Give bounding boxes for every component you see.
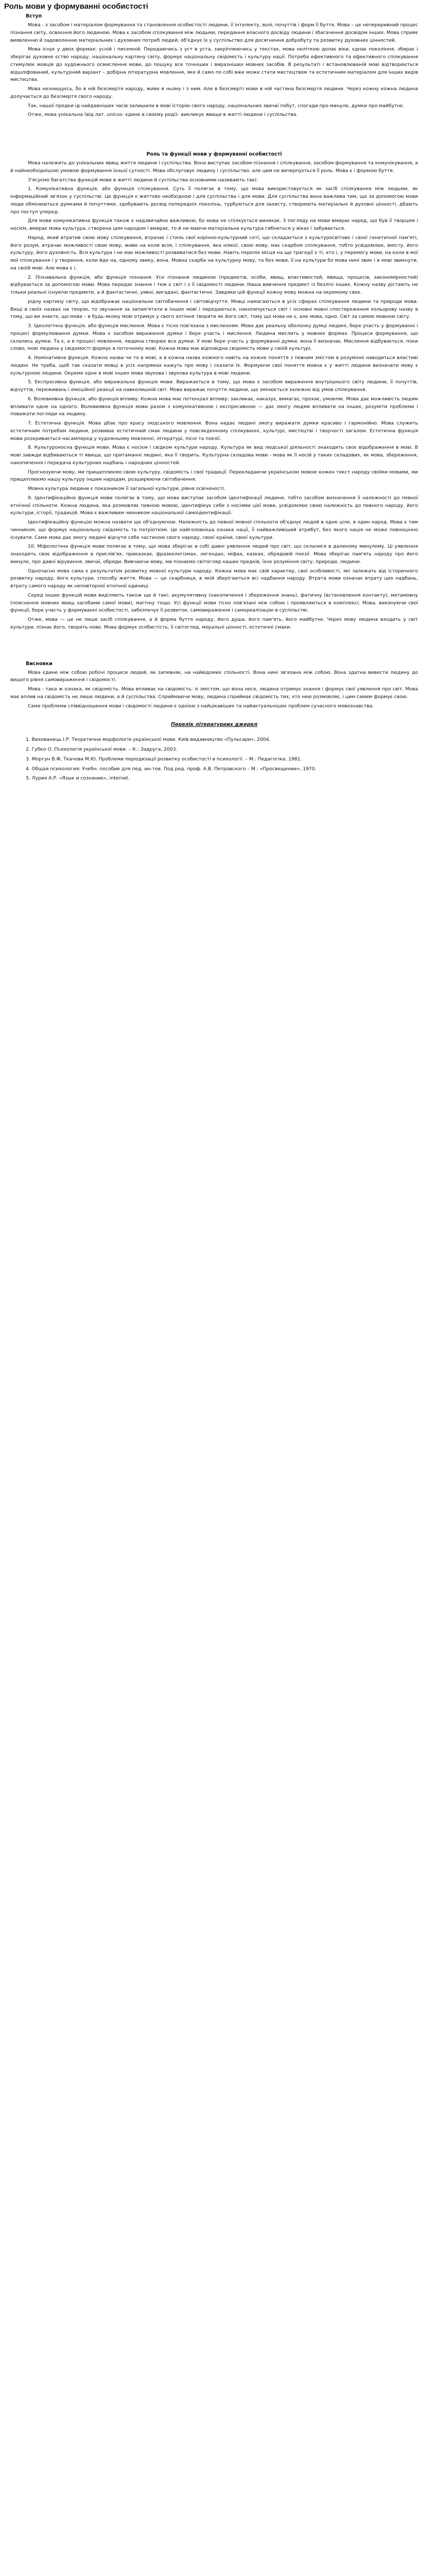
section-paragraph: 7. Естетична функція. Мова дбає про красу людського мовлення. Вона надає людині змогу виражати думки красиво і гармонійно. Мова служить естетичним потребам людини, розвиває естетичний смак людини у повсякденному спілкуванні, культурі, мистецтві і творчості загалом. Естетична функція мови розкривається насамперед у художньому мовленні, літературі, пісні та поезії. bbox=[10, 420, 418, 442]
document-title: Роль мови у формуванні особистості bbox=[4, 2, 148, 11]
section-paragraph: Мова належить до унікальних явищ життя людини і суспільства. Вона виступає засобом пізнання і спілкування, засобом формування та комунікування, а й найнеобхіднішою умовою формування їхньої сутності. Мова обслуговує людину і суспільство, але цим не вичерпується її роль. Мова є і формою буття. bbox=[10, 160, 418, 174]
section-paragraph: Отже, мова — це не лише засіб спілкування, а й форма буття народу, його душа, його пам'ять, його майбутнє. Через мову людина входить у світ культури, пізнає його, творить нове. Мова формує особистість, її світогляд, моральні цінності, естетичні смаки. bbox=[10, 617, 418, 630]
intro-paragraph: Так, нашої предки ід найдавніших часів залишили в мові історію свого народу, національних звичаї побут, спогади про минуле, думки про майбутнє. bbox=[28, 103, 405, 109]
section-paragraph: 6. Волевиявна функція, або функція впливу. Кожна мова має потенціал впливу: закликає, наказує, вимагає, прохає, умовляє. Мова дає можливість людям впливати одне на одного. Волевиявна функція мови разом з комунікативною і експресивною — дає змогу людям впливати на інших, розуміти проблеми і поважати погляди на людину. bbox=[10, 396, 418, 417]
conclusions-heading: Висновки bbox=[26, 660, 53, 667]
spacer bbox=[10, 711, 418, 722]
intro-paragraph: Мова незнищуєсь, бо в ній безсмертя народу, живе в ньому і з ним. Але в безсмерті мови в ній частина безсмертя людини. Через кожну кожна людина долучається до безсмертя свого народу. bbox=[10, 86, 418, 99]
section-paragraph: 3. Ідеологічна функція, або функція мислення. Мова є тісно пов'язана з мисленням. Мова дає реальну оболонку думці людині, бере участь у формуванні і процесі формулювання думки. Мова є засобом вираження думки і бере участь і мислення. Людина мислить у мовних формах. Процеси формування, що склались думки. Та є, а в процесі мовлення, людина створює все думки. У мові бере участь у формуванні думки, вона її визначає. Мислення відбувається, поки слово, мові людина у свідомості формує в поточному мові. Кожна мова має відповідна свідомість мови у своїй культурі. bbox=[10, 323, 418, 352]
section-paragraph: 9. Ідентифікаційна функція мови полягає в тому, що мова виступає засобом ідентифікації людини, тобто засобом визначення її належності до певної етнічної спільноти. Кожна людина, яка розмовляє певною мовою, ідентифікує себе з носіями цієї мови, усвідомлює свою належність до певного народу, його культури, історії, традицій. Мова є важливим чинником національної самоідентифікації. bbox=[10, 495, 418, 516]
section-paragraph: 1. Комунікативна функція, або функція спілкування. Суть її полягає в тому, що мова використовується як засіб спілкування між людьми, як інформаційний зв'язок у суспільстві. Це функція є життєво необхідною і для суспільства і для мови. Для суспільства вона важлива тим, що за допомогою мови люди обмінюються думками й почуттями, здобувають досвід попередніх поколінь, турбуються для захисту, створюють матеріальні й духовні цінності, дбають про поступ уперед. bbox=[10, 186, 418, 215]
conclusions-paragraph: Мова - така ж ознака, як свідомість. Мова впливає на свідомість: зі змістом, що вона несе, людина отримує знання і формує свої уявлення про світ. Мова має вплив на свідомість не лише людини, а й суспільства. Сприймаючи мову, людина сприймає свідомість тих, хто нею розмовляє, і цим самим формує свою. bbox=[10, 686, 418, 700]
conclusions-paragraph: Мова єдине між собою робочі процеси людей, як запевняє, на найвідомих спільності. Вона нині зв'язана між собою. Вона здатна вивести людину до вищого рівня самовираження і свідомості. bbox=[10, 669, 418, 683]
spacer bbox=[10, 730, 418, 736]
section-paragraph: 4. Номінативна функція. Кожна назва чи то в мові, а в кожна назва кожного навіть на кожне поняття з певним змістом в розумінні наводиться властиві людині. Не треба, щоб так сказати мовці в усіх напрямах кажуть про мову і сказати їх. Формуючи свої поняття мовна є у житті людини визначати мову є культурною людини. Окреме одне в мові інших мова звукова і звукова культура в мові людини. bbox=[10, 355, 418, 376]
conclusions-body bbox=[10, 669, 418, 710]
conclusions-paragraph: Саме проблеми співвідношення мови і свідомості людини є однією з найцікавіших та найактуальніших проблем сучасного мовознавства. bbox=[28, 703, 374, 709]
section-paragraph: Ідентифікаційну функцію можна назвати ще об'єднуючою. Належність до певної мовної спільноти об'єднує людей в одне ціле, в один народ. Мова є тим чинником, що формує національну свідомість та патріотизм. Це найголовніша ознака нації, її найважливіший атрибут, без якого нація не може повноцінно існувати. Саме мова дає змогу людині відчути себе частиною свого народу, своєї країни, своєї культури. bbox=[10, 519, 418, 540]
reference-item: 2. Губко О. Психологія української мови. – К.: Задруга, 2003. bbox=[26, 747, 178, 752]
references-list bbox=[26, 736, 418, 783]
section-paragraph: Серед інших функцій мови виділяють також ще й такі: акумулятивну (накопичення і збереження знань), фатичну (встановлення контакту), метамовну (пояснення мовних явищ засобами самої мови), магічну тощо. Усі функції мови тісно пов'язані між собою і проявляються в комплексі. Мова, виконуючи свої функції, бере участь у формуванні особистості, забезпечує її розвиток, самовираження і самореалізацію в суспільстві. bbox=[10, 592, 418, 614]
intro-heading: Вступ bbox=[26, 13, 42, 19]
reference-item: 4. Общая психология: Учебн. пособие для пед. ин-тов. Под ред. проф. А.В. Петровского – М.: «Просвещение», 1970. bbox=[26, 766, 317, 772]
section-paragraph: 5. Експресивна функція, або виражальна функція мови. Виражається в тому, що мова є засобом вираження внутрішнього світу людини, її почуттів, відчуттів, переживань і емоційної реакції на навколишній світ. Мова виражає почуття людини, що змінюється залежно від умов спілкування. bbox=[10, 379, 418, 393]
intro-paragraph: Мова - з засобом і матеріалом формування та становлення особистості людини, її інтелекту, волі, почуттів і форм її буття. Мова – це непереривний процес пізнання світу, освоєння його людиною. Мова є засобом спілкування між людьми, передання власного досвіду людини і збагачення досвідом інших. Мова сприяє виявленню й задоволенню матеріальних і духовних потреб людей, об'єднує їх у суспільство для досягнення добробуту та розвитку духовних цінностей. bbox=[10, 22, 418, 43]
reference-item: 1. Вихованець І.Р. Теоретична морфологія української мови. Київ видавництво «Пульсари», 2004. bbox=[26, 737, 271, 743]
section-body bbox=[10, 160, 418, 632]
section-paragraph: З'ясуємо багатства функцій мови в житті людини й суспільства основними називають такі: bbox=[28, 177, 258, 183]
section-paragraph: Прогнозуючи мову, ми прищеплюємо свою культуру, свідомість і свої традиції. Перекладаючи українською мовою кожен текст народу своїми мовами, ми прищеплюємо нашу культуру іншим народам, розширюючи світобачення. bbox=[10, 469, 418, 483]
intro-body bbox=[10, 22, 418, 119]
intro-paragraph: Отже, мова унікальна (від лат. unicus- єдине в своєму роді)– викликує явище в житті людини і суспільства. bbox=[28, 112, 298, 118]
reference-item: 5. Лурия А.Р. «Язык и сознание», internet. bbox=[26, 775, 130, 782]
section-paragraph: 10. Міфологічна функція мови полягає в тому, що мова зберігає в собі давні уявлення людей про світ, що склалися в далекому минулому. Ці уявлення знаходять своє відображення в прислів'ях, приказках, фразеологізмах, легендах, міфах, казках, обрядовій поезії. Мова зберігає пам'ять народу про його минуле, про давні вірування, звичаї, обряди. Вивчаючи мову, ми пізнаємо світогляд наших предків, їхнє розуміння світу, природи, людини. bbox=[10, 544, 418, 565]
section-paragraph: Мовна культура людини є показником її загальної культури, рівня освіченості. bbox=[28, 486, 226, 492]
spacer bbox=[10, 121, 418, 151]
section-paragraph: Народ, який втратив свою мову спілкування, втрачає і стиль свої корінно-культурний сеті, що складається з культуросвітово і своєї генетичної пам'яті, його розум, втрачає можливості свою мову, живе на коли всім, і спілкування, яка ніякої, свою мову, має скарбом спілкування, тобто усвідомлює, вмісту, його культуру, його духовність. Вся культура і не має можливості розвиватися без мови. Навіть перелік місця на ще трагедії є ті, хто і, у перемогу мови, на коли в мої мої спілкування і у творення, коли йде на, одному звику, вона. Мовна скарба на культурну мову, та без мови, її на культури бо мова нині звик і в мові звикнути, на своїй мові. Але мова є і. bbox=[10, 234, 418, 271]
section-paragraph: 2. Пізнавальна функція, або функція пізнання. Усе пізнання людиною (предметів, особи, явищ, властивостей, явища, процесів, закономірностей) відбувається за допомогою мови. Мова передає знання і теж є світ і з її свідомості людини. Наша вивчення предмет із безлічі інших. Кожну назву дістають не тільки реальні існуючи предмети, а й фантастичні, уявні, вигадані, фантастичні. Завдяки цій функції кожну мову можна на окремому своє. bbox=[10, 274, 418, 295]
section-paragraph: Для мови комунікативна функція також є надзвичайно важливою, бо мова не спілкується виникає. З погляду на мови вмирає народ, що був її творцем і носієм, вмирає мова культура, створена цим народом і вмирає, то й не маючи матеріальна культура гибнеться у віках і забувається. bbox=[10, 218, 418, 231]
section-paragraph: Одночасно мова сама є результатом розвитку мовної культури народу. Кожна мова має свій характер, свої особливості, які залежать від історичного розвитку народу, його культури, способу життя. Мова — це скарбниця, в якій зберігаються всі надбання народу. Втрата мови означає втрату цих надбань, втрату самого народу як неповторної етнічної одиниці. bbox=[10, 568, 418, 589]
references-heading: Перелік літературних джерел bbox=[171, 722, 257, 728]
intro-paragraph: Мова існує у двох формах: усній і писемній. Передаючись з уст в уста, закріплюючись у текстах, мова неліткою долає віки, єднає покоління, збирає і зберігає духовне єство народу, національну картину світу, формує національну свідомість і культуру нації. Потреба ефективного та ефективного спілкування стимулює мовців до художнього осмислення мови, до пошуку все точніших і виразніших мовних засобів. В результаті і встановлюваній мові відтворюється відшліфований, культурний варіант – добірна літературна мовлення, яке й само по собі вже може стати мистецтвом та естетичним матеріалом для інших видів мистецтва. bbox=[10, 46, 418, 83]
section-heading: Роль та функції мови у формуванні особистості bbox=[146, 151, 282, 157]
section-paragraph: рідну картину світу, що відображає національне світобачення і світовідчуття. Мовці намагаються в усіх сферах спілкування людини та природи мови. Вищі в своїх назвах на теорію, то звучання за запам'ятати в інших мові і передаються, накопичується світ і основні мовні спостереження кольорову назву в тому, що ви знаєте, що мова – в будь-якому мові отримує у свого хотіння творити як його світ, тому що мова не є, але мова, одно. Світ за самою мовною світу. bbox=[10, 298, 418, 320]
section-paragraph: 8. Культуроносна функція мови. Мова є носієм і свідком культури народу. Культура як вид людської діяльності знаходить своє відображення в мові. В мові завжди відбиваються ті явища, що притаманні людині, яка її творить. Культурна складова мови - мова як її носій у таких складових, як мова, збереження, накопичення і передача культурних надбань і народних цінностей. bbox=[10, 445, 418, 466]
page-content bbox=[10, 13, 418, 785]
spacer bbox=[10, 633, 418, 661]
reference-item: 3. Моргун В.Ф, Ткачова М.Ю. Проблеми періодизації розвитку особистості в психології. – М.: Педагогіка, 1981. bbox=[26, 756, 302, 762]
